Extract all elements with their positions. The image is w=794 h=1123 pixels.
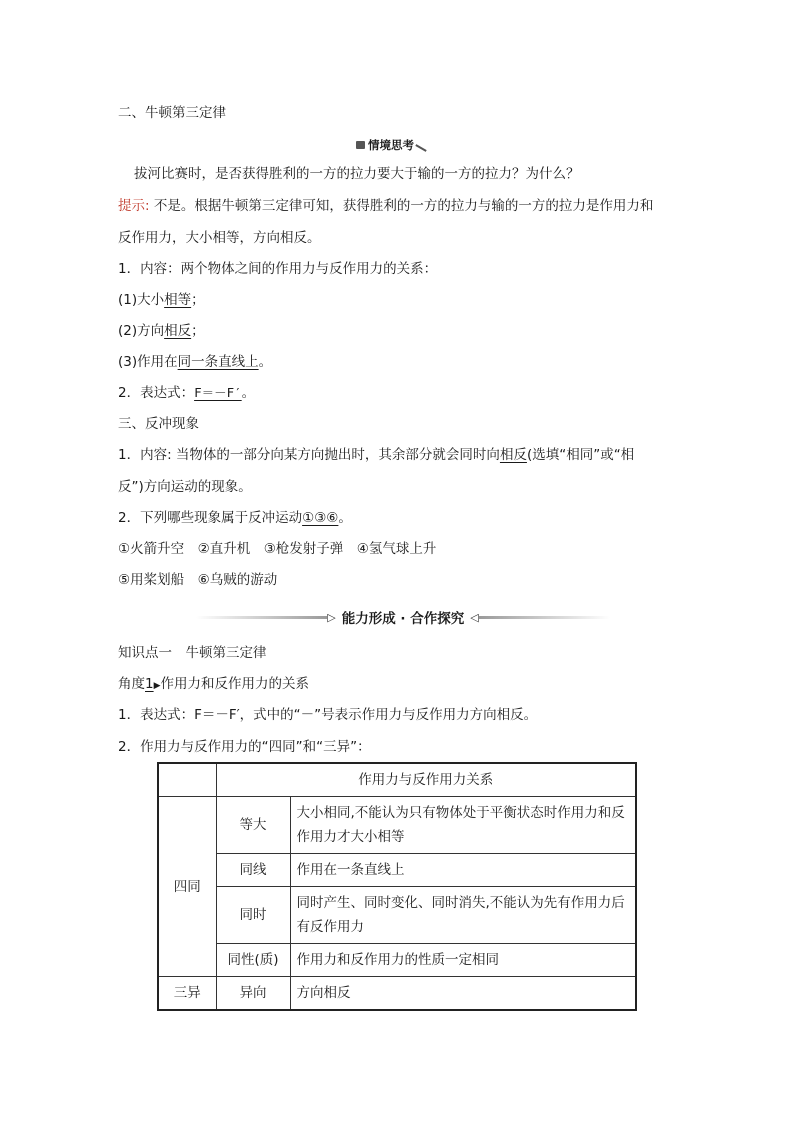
options-line1: ①火箭升空 ②直升机 ③枪发射子弹 ④氢气球上升: [118, 541, 437, 557]
row-value: 同时产生、同时变化、同时消失,不能认为先有作用力后有反作用力: [290, 887, 636, 944]
group-label-four-same: 四同: [158, 797, 216, 977]
item-direction: [118, 321, 205, 341]
table-header-row: [158, 763, 636, 797]
triangle-right-icon: ▶: [153, 681, 161, 691]
row-value: 作用力和反作用力的性质一定相同: [290, 944, 636, 977]
angle-title: [118, 674, 309, 696]
item-line: [118, 352, 272, 372]
table-header: 作用力与反作用力关系: [216, 763, 636, 797]
angle-text: 作用力和反作用力的关系: [160, 676, 310, 692]
row-value: 大小相同,不能认为只有物体处于平衡状态时作用力和反作用力才大小相等: [290, 797, 636, 854]
expression-prefix: 2．表达式：: [118, 385, 195, 401]
item-magnitude-suffix: ；: [191, 292, 205, 308]
item-line-suffix: 。: [258, 354, 273, 370]
expression-line: [118, 383, 255, 403]
section-title-recoil: 三、反冲现象: [118, 416, 199, 432]
item-line-answer: 同一条直线上: [177, 354, 259, 370]
recoil-question-answer: ①③⑥: [302, 510, 339, 526]
expression-explanation: 1．表达式：F＝－F′，式中的“－”号表示作用力与反作用力方向相反。: [118, 707, 538, 723]
hint-label: 提示:: [118, 198, 150, 214]
table-row: [158, 887, 636, 944]
item-magnitude-answer: 相等: [164, 292, 192, 308]
square-icon: [356, 141, 365, 149]
options-line2: ⑤用桨划船 ⑥乌贼的游动: [118, 572, 278, 588]
row-key: 同线: [216, 854, 290, 887]
row-key: 同时: [216, 887, 290, 944]
recoil-question: [118, 508, 352, 528]
hint-paragraph: [118, 196, 653, 216]
tag-tail-icon: [415, 144, 426, 152]
row-key: 异向: [216, 977, 290, 1011]
row-value: 作用在一条直线上: [290, 854, 636, 887]
banner-title: 能力形成 · 合作探究: [341, 611, 465, 627]
table-row: [158, 797, 636, 854]
section-title-newton-third-law: 二、牛顿第三定律: [118, 105, 226, 121]
relationship-table: [157, 762, 637, 1011]
four-three-intro: 2．作用力与反作用力的“四同”和“三异”：: [118, 739, 371, 755]
recoil-content-prefix: 1．内容: 当物体的一部分向某方向抛出时，其余部分就会同时向: [118, 447, 500, 463]
item-line-prefix: (3)作用在: [118, 354, 178, 370]
hint-text-line1: 不是。根据牛顿第三定律可知，获得胜利的一方的拉力与输的一方的拉力是作用力和: [149, 198, 654, 214]
expression-suffix: 。: [241, 385, 256, 401]
item-direction-suffix: ；: [191, 323, 205, 339]
recoil-content-line2: 反”)方向运动的现象。: [118, 479, 252, 495]
left-arrow-icon: ◁: [470, 610, 479, 624]
right-arrow-icon: ▷: [327, 610, 336, 624]
banner-left-rule: [196, 616, 327, 619]
angle-number: 1: [145, 676, 154, 692]
item-magnitude: [118, 290, 205, 310]
group-label-three-diff: 三异: [158, 977, 216, 1011]
table-corner-cell: [158, 763, 216, 797]
item-direction-answer: 相反: [164, 323, 192, 339]
row-key: 同性(质): [216, 944, 290, 977]
section-banner: [196, 604, 610, 630]
scenario-tag-label: 情境思考: [368, 138, 414, 152]
table-row: [158, 854, 636, 887]
expression-answer: F＝－F′: [194, 385, 242, 400]
row-value: 方向相反: [290, 977, 636, 1011]
banner-right-rule: [479, 616, 610, 619]
recoil-content-suffix: (选填“相同”或“相: [526, 447, 635, 463]
item-magnitude-prefix: (1)大小: [118, 292, 165, 308]
question-text: 拔河比赛时，是否获得胜利的一方的拉力要大于输的一方的拉力？为什么？: [134, 166, 580, 182]
content-title: 1．内容：两个物体之间的作用力与反作用力的关系：: [118, 261, 438, 277]
table-row: [158, 977, 636, 1011]
row-key: 等大: [216, 797, 290, 854]
hint-text-line2: 反作用力，大小相等，方向相反。: [118, 230, 321, 246]
angle-prefix: 角度: [118, 676, 145, 692]
table-row: [158, 944, 636, 977]
item-direction-prefix: (2)方向: [118, 323, 165, 339]
scenario-tag: [356, 137, 436, 153]
recoil-question-prefix: 2．下列哪些现象属于反冲运动: [118, 510, 303, 526]
knowledge-point-title: 知识点一 牛顿第三定律: [118, 645, 267, 661]
recoil-question-suffix: 。: [338, 510, 352, 526]
recoil-content-answer: 相反: [499, 447, 527, 463]
recoil-content-line1: [118, 445, 634, 465]
